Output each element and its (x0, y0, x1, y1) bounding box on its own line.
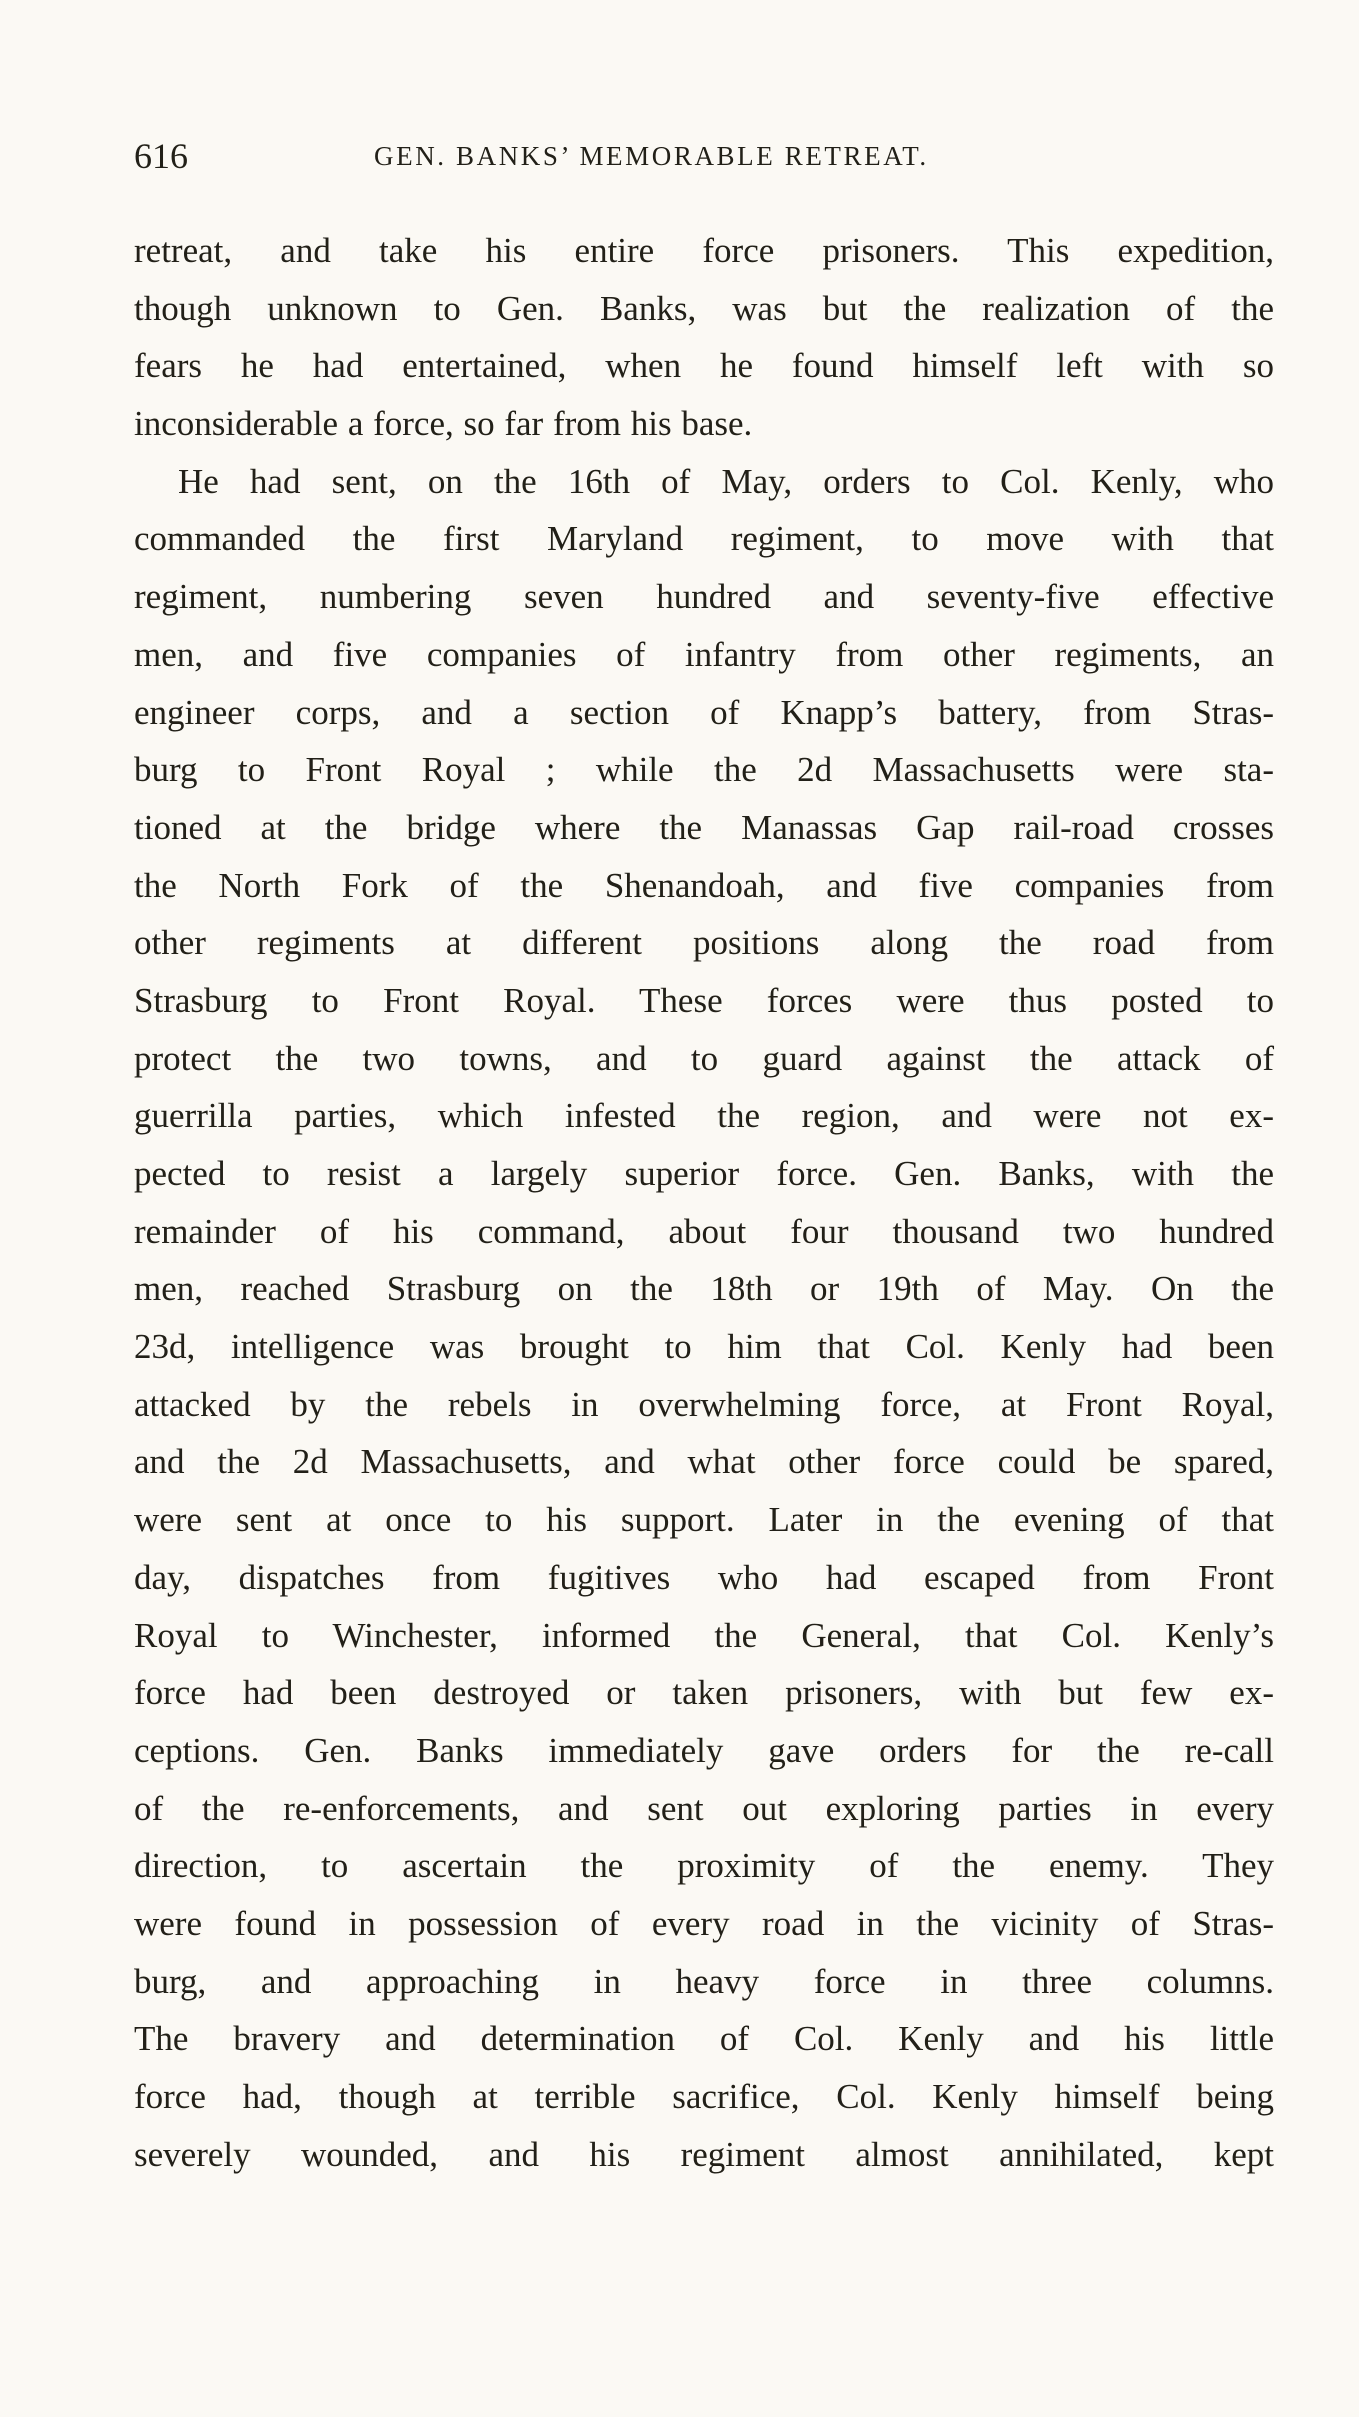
text-line: men, and five companies of infantry from other regiments, an (134, 634, 1274, 674)
text-line: other regiments at different positions along the road from (134, 923, 1274, 963)
text-line: were sent at once to his support. Later in the evening of that (134, 1500, 1274, 1540)
text-line: force had, though at terrible sacrifice, Col. Kenly himself being (134, 2077, 1274, 2116)
text-line: guerrilla parties, which infested the region, and were not ex- (134, 1096, 1274, 1136)
text-line: engineer corps, and a section of Knapp’s battery, from Stras- (134, 692, 1274, 732)
text-line: pected to resist a largely superior force. Gen. Banks, with the (134, 1154, 1274, 1193)
text-line: remainder of his command, about four thousand two hundred (134, 1211, 1274, 1251)
text-line-paragraph-end: inconsiderable a force, so far from his base. (134, 404, 753, 444)
text-line: tioned at the bridge where the Manassas Gap rail-road crosses (134, 807, 1274, 847)
text-line: men, reached Strasburg on the 18th or 19th of May. On the (134, 1269, 1274, 1309)
text-line-paragraph-start: He had sent, on the 16th of May, orders to Col. Kenly, who (178, 461, 1274, 501)
text-line: burg to Front Royal ; while the 2d Massachusetts were sta- (134, 750, 1274, 790)
text-line: severely wounded, and his regiment almost annihilated, kept (134, 2134, 1274, 2174)
text-line: though unknown to Gen. Banks, was but the realization of the (134, 288, 1274, 328)
text-line: and the 2d Massachusetts, and what other force could be spared, (134, 1442, 1274, 1482)
page-number: 616 (134, 136, 188, 176)
text-line: commanded the first Maryland regiment, to move with that (134, 519, 1274, 559)
text-line: attacked by the rebels in overwhelming force, at Front Royal, (134, 1384, 1274, 1424)
text-line: regiment, numbering seven hundred and seventy-five effective (134, 577, 1274, 617)
text-line: ceptions. Gen. Banks immediately gave orders for the re-call (134, 1730, 1274, 1770)
text-line: of the re-enforcements, and sent out exploring parties in every (134, 1788, 1274, 1828)
text-line: retreat, and take his entire force prisoners. This expedition, (134, 231, 1274, 270)
text-line: protect the two towns, and to guard against the attack of (134, 1038, 1274, 1078)
text-line: Royal to Winchester, informed the General, that Col. Kenly’s (134, 1615, 1274, 1655)
text-line: the North Fork of the Shenandoah, and five companies from (134, 865, 1274, 905)
text-line: burg, and approaching in heavy force in three columns. (134, 1961, 1274, 2001)
text-line: 23d, intelligence was brought to him that Col. Kenly had been (134, 1327, 1274, 1367)
text-line: The bravery and determination of Col. Kenly and his little (134, 2019, 1274, 2059)
text-line: Strasburg to Front Royal. These forces were thus posted to (134, 980, 1274, 1020)
body-text (134, 222, 1274, 2183)
text-line: day, dispatches from fugitives who had escaped from Front (134, 1557, 1274, 1597)
text-line: direction, to ascertain the proximity of the enemy. They (134, 1846, 1274, 1886)
running-title: GEN. BANKS’ MEMORABLE RETREAT. (374, 141, 929, 171)
text-line: fears he had entertained, when he found himself left with so (134, 346, 1274, 386)
running-head (134, 134, 1274, 178)
text-line: were found in possession of every road in the vicinity of Stras- (134, 1903, 1274, 1943)
text-line: force had been destroyed or taken prisoners, with but few ex- (134, 1673, 1274, 1713)
